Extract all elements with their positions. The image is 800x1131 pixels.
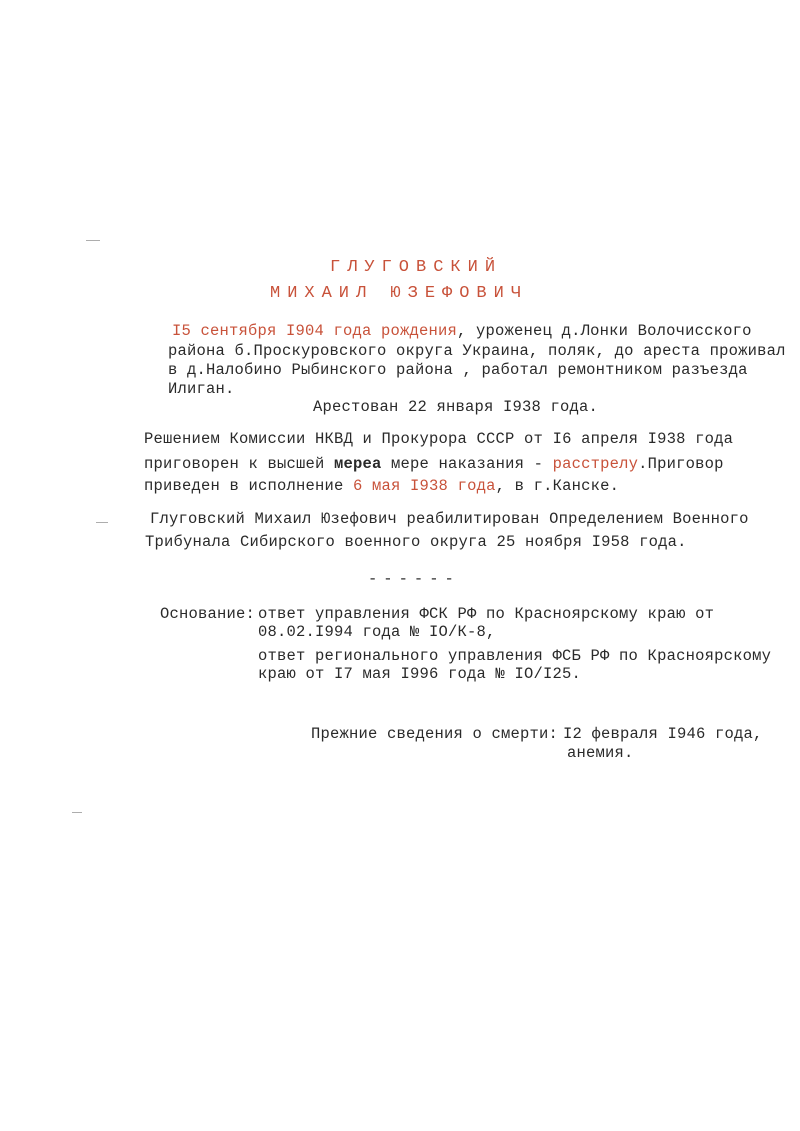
sentence-text: приведен в исполнение bbox=[144, 477, 354, 495]
bio-line-1 bbox=[172, 322, 752, 340]
sentence-line-3 bbox=[144, 477, 619, 495]
prior-death-line-1: I2 февраля I946 года, bbox=[563, 725, 763, 743]
prior-death-line-2: анемия. bbox=[567, 744, 634, 762]
separator: ------ bbox=[368, 570, 460, 588]
basis-line-2: 08.02.I994 года № IO/К-8, bbox=[258, 623, 496, 641]
title-last-name: ГЛУГОВСКИЙ bbox=[330, 258, 503, 277]
basis-line-3: ответ регионального управления ФСБ РФ по Красноярскому bbox=[258, 647, 772, 665]
basis-line-4: краю от I7 мая I996 года № IO/I25. bbox=[258, 665, 582, 683]
rehab-line-1: Глуговский Михаил Юзефович реабилитирован Определением Военного bbox=[150, 510, 749, 528]
bio-line-1-rest: , уроженец д.Лонки Волочисского bbox=[457, 322, 752, 340]
bio-line-3: в д.Налобино Рыбинского района , работал ремонтником разъезда bbox=[168, 361, 748, 379]
prior-death-label: Прежние сведения о смерти: bbox=[311, 725, 559, 743]
basis-label: Основание: bbox=[160, 605, 256, 623]
margin-mark bbox=[86, 240, 100, 241]
sentence-text: приговорен к высшей bbox=[144, 455, 335, 473]
rehab-line-2: Трибунала Сибирского военного округа 25 ноября I958 года. bbox=[145, 533, 687, 551]
bio-line-2: района б.Проскуровского округа Украина, поляк, до ареста проживал bbox=[168, 342, 786, 360]
arrest-line: Арестован 22 января I938 года. bbox=[313, 398, 599, 416]
margin-mark bbox=[72, 812, 82, 813]
basis-line-1: ответ управления ФСК РФ по Красноярскому краю от bbox=[258, 605, 715, 623]
title-given-names: МИХАИЛ ЮЗЕФОВИЧ bbox=[270, 284, 529, 303]
sentence-text: мере наказания - bbox=[381, 455, 553, 473]
birth-date: I5 сентября I904 года рождения bbox=[172, 322, 458, 340]
bio-line-4: Илиган. bbox=[168, 380, 235, 398]
sentence-punishment: расстрелу bbox=[552, 455, 639, 473]
sentence-text: .Приговор bbox=[638, 455, 724, 473]
sentence-line-1: Решением Комиссии НКВД и Прокурора СССР от I6 апреля I938 года bbox=[144, 430, 734, 448]
execution-date: 6 мая I938 года bbox=[353, 477, 496, 495]
sentence-line-2 bbox=[144, 455, 724, 473]
struck-word: мереа bbox=[334, 455, 382, 473]
sentence-text: , в г.Канске. bbox=[495, 477, 620, 495]
margin-mark bbox=[96, 522, 108, 523]
